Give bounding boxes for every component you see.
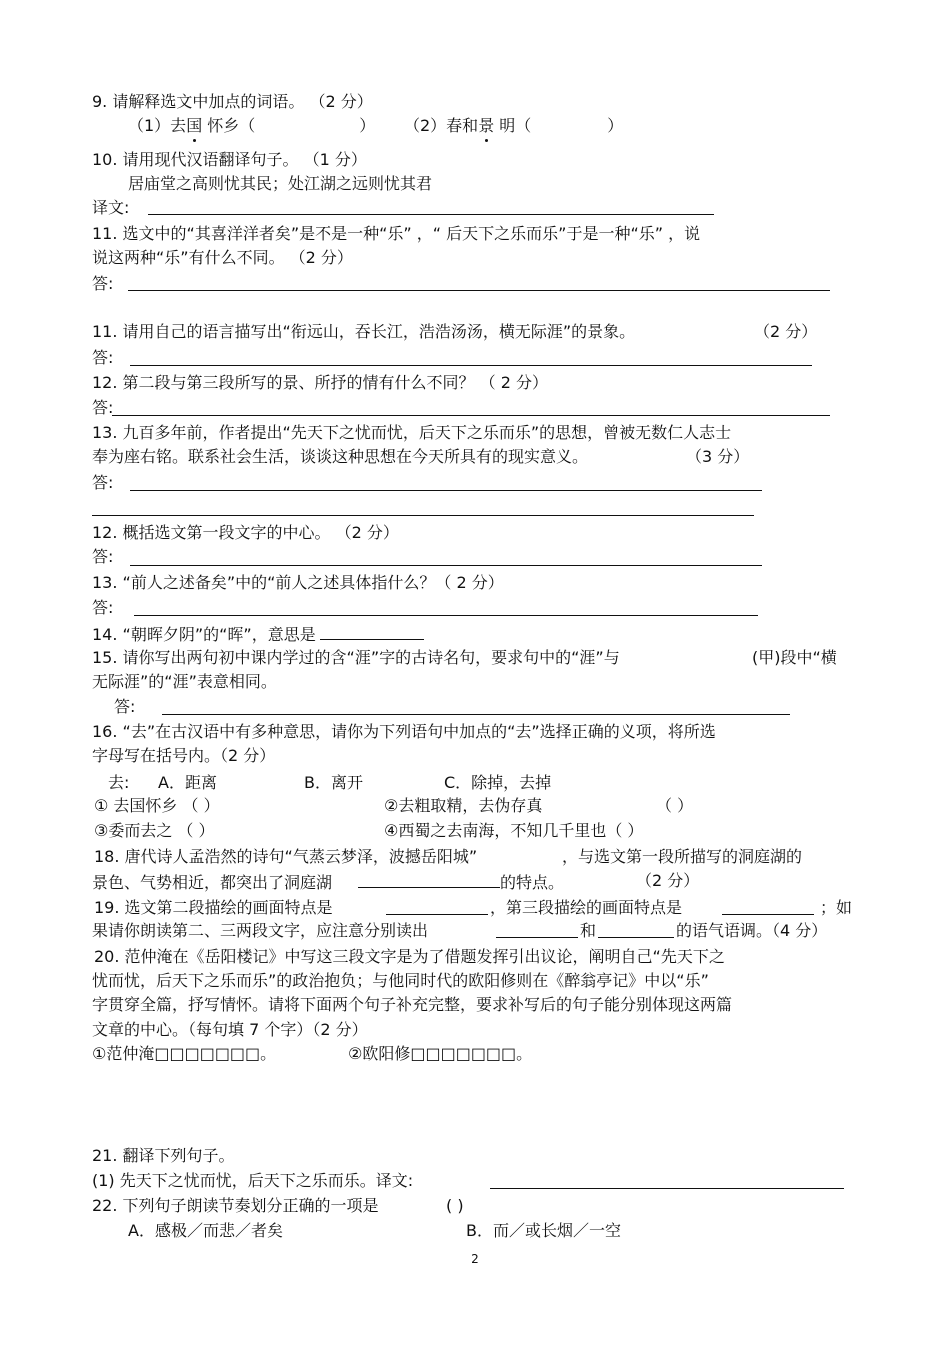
q20-fill-1[interactable]: ①范仲淹□□□□□□□。 <box>92 1044 277 1063</box>
q15-line1b: (甲)段中“横 <box>752 648 837 667</box>
q13b-answer-line[interactable] <box>134 615 758 616</box>
q18-answer-blank[interactable] <box>358 871 500 888</box>
q16-options-label: 去: <box>108 773 130 792</box>
q13a-line1: 13. 九百多年前，作者提出“先天下之忧而忧，后天下之乐而乐”的思想，曾被无数仁人志士 <box>92 423 732 442</box>
q19-line2-f: 的语气语调。（4 分） <box>676 921 828 940</box>
q10-answer-line[interactable] <box>148 214 714 215</box>
q9-dotted-char-1: 国 <box>186 116 203 135</box>
q16-item-3: ③委而去之 （ ） <box>94 821 215 840</box>
q10-answer-label: 译文: <box>92 198 130 217</box>
q14-stem-text: 14. “朝晖夕阴”的“晖”，意思是 <box>92 625 316 644</box>
q10-sentence: 居庙堂之高则忧其民；处江湖之远则忧其君 <box>128 174 433 193</box>
q22-option-b: B．而／或长烟／一空 <box>466 1221 621 1240</box>
q16-item-1: ① 去国怀乡 （ ） <box>94 796 220 815</box>
q21-item-1: (1) 先天下之忧而忧，后天下之乐而乐。译文: <box>92 1171 414 1190</box>
q22-answer-paren[interactable]: ( ) <box>446 1196 464 1215</box>
page-number: 2 <box>471 1252 479 1266</box>
q11b-stem: 11. 请用自己的语言描写出“衔远山，吞长江，浩浩汤汤，横无际涯”的景象。 <box>92 322 636 341</box>
q16-option-b: B．离开 <box>304 773 363 792</box>
q16-item-2: ②去粗取精，去伪存真 <box>384 796 543 815</box>
q18-line1a: 18. 唐代诗人孟浩然的诗句“气蒸云梦泽，波撼岳阳城” <box>94 847 478 866</box>
q12a-answer-label: 答: <box>92 398 114 417</box>
q14-stem <box>92 623 424 645</box>
q9-item-2-pre: （2）春和 <box>404 116 479 135</box>
q20-fill-2[interactable]: ②欧阳修□□□□□□□。 <box>348 1044 533 1063</box>
q16-option-a: A．距离 <box>158 773 217 792</box>
q18-line1b: ，与选文第一段所描写的洞庭湖的 <box>562 847 803 866</box>
q11a-line1: 11. 选文中的“其喜洋洋者矣”是不是一种“乐” ，“ 后天下之乐而乐”于是一种“乐” ，说 <box>92 224 701 243</box>
q21-answer-line[interactable] <box>490 1188 844 1189</box>
q11b-answer-line[interactable] <box>130 365 812 366</box>
q16-item-4: ④西蜀之去南海，不知几千里也（ ） <box>384 821 644 840</box>
q13a-answer-label: 答: <box>92 473 114 492</box>
q9-item-2 <box>404 116 623 136</box>
q19-line1-c: ；如 <box>820 898 853 917</box>
q15-answer-label: 答: <box>114 697 136 716</box>
q19-line1-a: 19. 选文第二段描绘的画面特点是 <box>94 898 333 917</box>
q12a-answer-line[interactable] <box>112 415 830 416</box>
q9-dotted-char-2: 景 <box>478 116 495 135</box>
q9-item-2-close: ） <box>607 116 624 135</box>
q9-item-1-post: 怀乡（ <box>202 116 256 135</box>
q12b-answer-label: 答: <box>92 547 114 566</box>
q16-option-c: C．除掉，去掉 <box>444 773 552 792</box>
q19-blank-1[interactable] <box>386 898 488 915</box>
q18-score: （2 分） <box>636 871 700 890</box>
q20-line3: 字贯穿全篇，抒写情怀。请将下面两个句子补充完整，要求补写后的句子能分别体现这两篇 <box>92 995 733 1014</box>
q22-option-a: A．感极／而悲／者矣 <box>128 1221 283 1240</box>
q16-line2: 字母写在括号内。（2 分） <box>92 746 276 765</box>
q15-line1: 15. 请你写出两句初中课内学过的含“涯”字的古诗名句，要求句中的“涯”与 <box>92 648 620 667</box>
q12b-stem: 12. 概括选文第一段文字的中心。 （2 分） <box>92 523 399 542</box>
q12a-stem: 12. 第二段与第三段所写的景、所抒的情有什么不同？ （ 2 分） <box>92 373 548 392</box>
q21-stem: 21. 翻译下列句子。 <box>92 1146 235 1165</box>
q9-item-2-post: 明（ <box>494 116 532 135</box>
q12b-answer-line[interactable] <box>130 565 762 566</box>
q13b-answer-label: 答: <box>92 598 114 617</box>
q13a-answer-line-1[interactable] <box>130 490 762 491</box>
q19-blank-3[interactable] <box>496 921 578 938</box>
q9-item-1-pre: （1）去 <box>128 116 187 135</box>
q11a-line2: 说这两种“乐”有什么不同。 （2 分） <box>92 248 353 267</box>
q11a-answer-label: 答: <box>92 274 114 293</box>
q18-line2-pre: 景色、气势相近，都突出了洞庭湖 <box>92 873 333 892</box>
q9-item-1 <box>128 116 375 136</box>
q20-line4: 文章的中心。（每句填 7 个字）（2 分） <box>92 1020 368 1039</box>
q19-blank-4[interactable] <box>598 921 674 938</box>
q13b-stem: 13. “前人之述备矣”中的“前人之述具体指什么？（ 2 分） <box>92 573 504 592</box>
q19-line2-e: 和 <box>580 921 597 940</box>
q14-answer-blank[interactable] <box>320 623 424 640</box>
q11a-answer-line[interactable] <box>128 290 830 291</box>
q20-line2: 忧而忧，后天下之乐而乐”的政治抱负；与他同时代的欧阳修则在《醉翁亭记》中以“乐” <box>92 971 709 990</box>
q13a-answer-line-2[interactable] <box>92 515 754 516</box>
q13a-score: （3 分） <box>686 447 750 466</box>
q13a-line2: 奉为座右铭。联系社会生活，谈谈这种思想在今天所具有的现实意义。 <box>92 447 589 466</box>
q18-line2 <box>92 871 564 893</box>
q9-item-1-close: ） <box>359 116 376 135</box>
q15-answer-line[interactable] <box>162 714 790 715</box>
q15-line2: 无际涯”的“涯”表意相同。 <box>92 672 277 691</box>
q22-stem: 22. 下列句子朗读节奏划分正确的一项是 <box>92 1196 379 1215</box>
q20-line1: 20. 范仲淹在《岳阳楼记》中写这三段文字是为了借题发挥引出议论，阐明自己“先天下之 <box>94 947 725 966</box>
q19-line1-b: ，第三段描绘的画面特点是 <box>490 898 683 917</box>
q16-line1: 16. “去”在古汉语中有多种意思，请你为下列语句中加点的“去”选择正确的义项，将所选 <box>92 722 716 741</box>
q11b-score: （2 分） <box>754 322 818 341</box>
q10-stem: 10. 请用现代汉语翻译句子。 （1 分） <box>92 150 367 169</box>
q9-stem: 9. 请解释选文中加点的词语。 （2 分） <box>92 92 373 111</box>
q16-item-2-paren: （ ） <box>656 796 694 815</box>
q11b-answer-label: 答: <box>92 348 114 367</box>
q18-line2-post: 的特点。 <box>500 873 565 892</box>
q19-blank-2[interactable] <box>722 898 814 915</box>
q19-line2-d: 果请你朗读第二、三两段文字，应注意分别读出 <box>92 921 429 940</box>
